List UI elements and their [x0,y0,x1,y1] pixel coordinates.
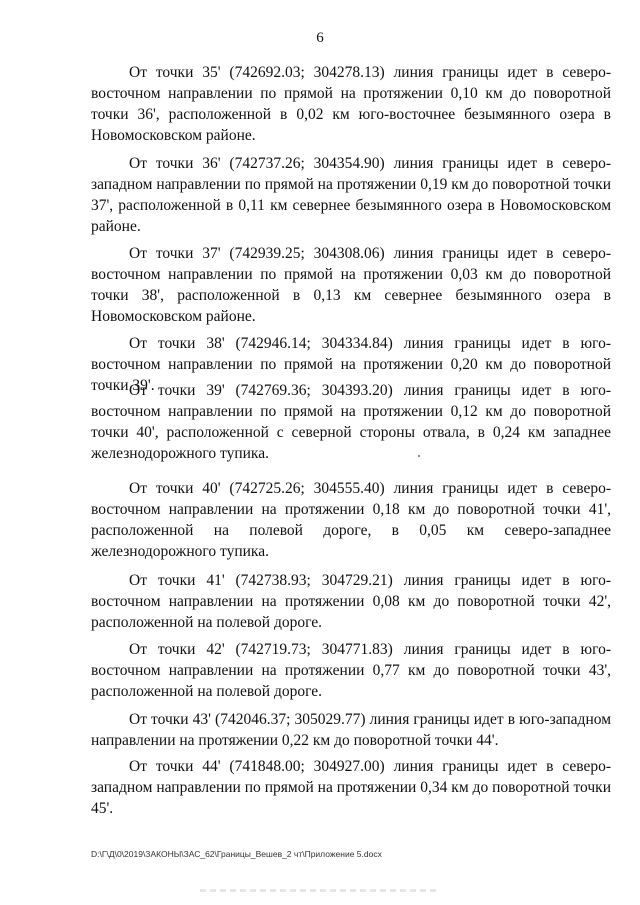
paragraph-point-41: От точки 41' (742738.93; 304729.21) линия границы идет в юго-восточном направлении на протяжении 0,08 км до поворотной точки 42', расположенной на полевой дороге. [91,572,611,631]
scan-artifact [200,889,440,892]
paragraph-point-35: От точки 35' (742692.03; 304278.13) линия границы идет в северо-восточном направлении по прямой на протяжении 0,10 км до поворотной точки 36', расположенной в 0,02 км юго-восточнее безымянного озера в Новомосковском районе. [91,64,611,144]
page-number: 6 [316,30,324,46]
paragraph-point-36: От точки 36' (742737.26; 304354.90) линия границы идет в северо-западном направлении по прямой на протяжении 0,19 км до поворотной точки 37', расположенной в 0,11 км севернее безымянного озера в Новомосковском районе. [91,155,611,235]
paragraph-point-43: От точки 43' (742046.37; 305029.77) линия границы идет в юго-западном направлении на протяжении 0,22 км до поворотной точки 44'. [91,711,611,749]
scan-speck [418,455,420,457]
paragraph-point-40: От точки 40' (742725.26; 304555.40) линия границы идет в северо-восточном направлении на протяжении 0,18 км до поворотной точки 41', расположенной на полевой дороге, в 0,05 км северо-западнее железнодорожного тупика. [91,480,611,560]
file-path-footer: D:\Г\Д\0\2019\ЗАКОНЫ\ЗАС_62\Границы_Вешев_2 чт\Приложение 5.docx [91,849,382,859]
paragraph-point-44: От точки 44' (741848.00; 304927.00) линия границы идет в северо-западном направлении по прямой на протяжении 0,34 км до поворотной точки 45'. [91,758,611,817]
paragraph-point-37: От точки 37' (742939.25; 304308.06) линия границы идет в северо-восточном направлении по прямой на протяжении 0,03 км до поворотной точки 38', расположенной в 0,13 км севернее безымянного озера в Новомосковском районе. [91,245,611,325]
paragraph-point-39: От точки 39' (742769.36; 304393.20) линия границы идет в юго-восточном направлении по прямой на протяжении 0,12 км до поворотной точки 40', расположенной с северной стороны отвала, в 0,24 км западнее железнодорожного тупика. [91,382,611,462]
paragraph-point-42: От точки 42' (742719.73; 304771.83) линия границы идет в юго-восточном направлении на протяжении 0,77 км до поворотной точки 43', расположенной на полевой дороге. [91,641,611,700]
paragraph-point-38: От точки 38' (742946.14; 304334.84) линия границы идет в юго-восточном направлении по прямой на протяжении 0,20 км до поворотной точки 39'. [91,335,611,394]
